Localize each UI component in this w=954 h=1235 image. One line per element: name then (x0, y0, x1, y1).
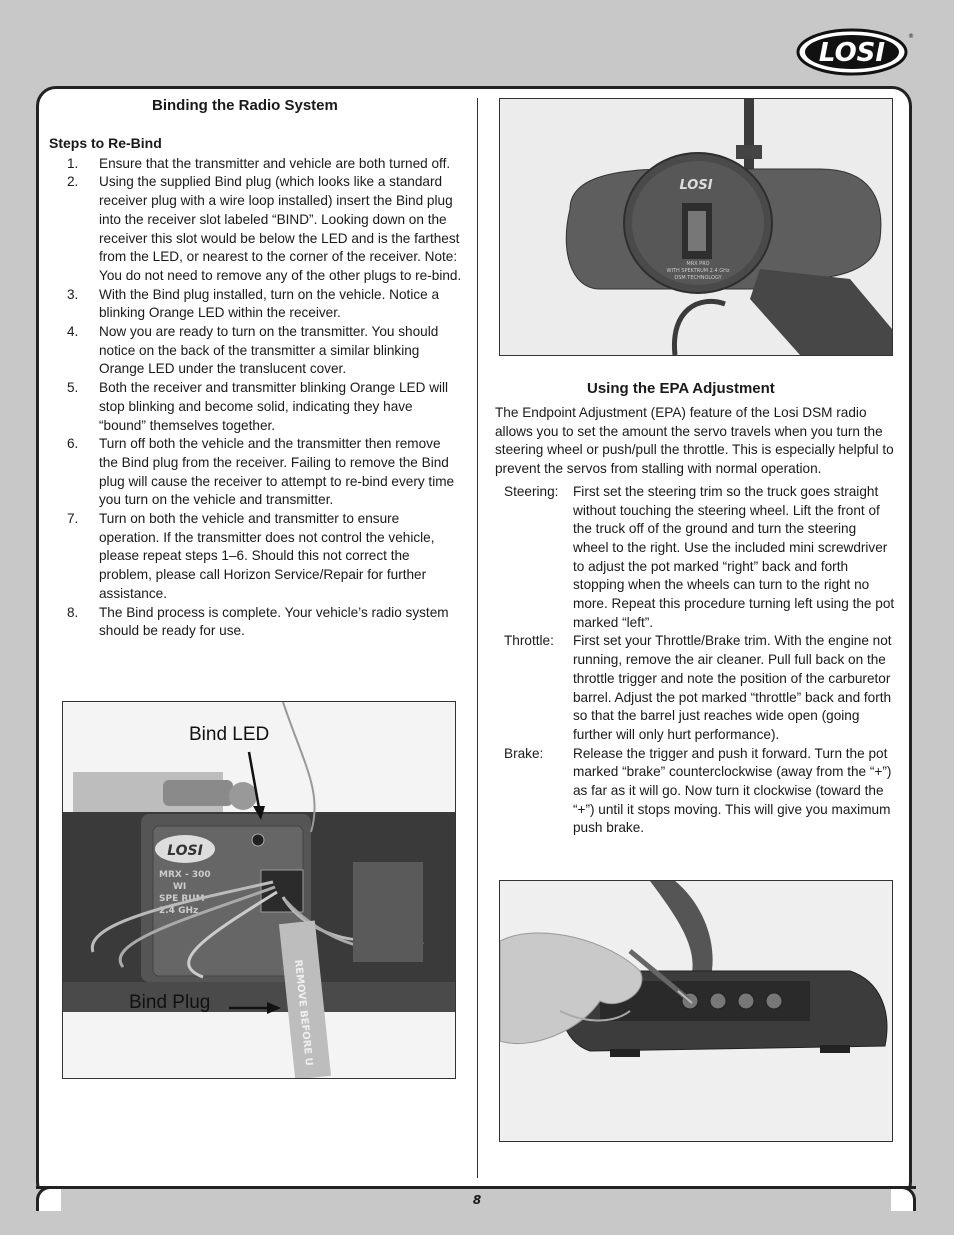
svg-text:MRX PRO: MRX PRO (686, 261, 710, 267)
column-divider (477, 98, 478, 1178)
transmitter-photo (499, 98, 893, 356)
losi-logo (796, 26, 914, 78)
receiver-photo (62, 701, 456, 1079)
steps-title: Steps to Re-Bind (49, 135, 162, 151)
logo-text: LOSI (818, 38, 886, 68)
binding-title: Binding the Radio System (152, 97, 338, 114)
bind-led-callout: Bind LED (189, 724, 270, 745)
bind-plug-callout: Bind Plug (129, 992, 211, 1013)
epa-adjustment-photo (499, 880, 893, 1142)
step-item: 7. Turn on both the vehicle and transmitter to ensure operation. If the transmitter does not control the vehicle, please repeat steps 1–6. Should this not correct the problem, please call Horizon Service/Repair for further assistance. (67, 511, 435, 601)
epa-intro: The Endpoint Adjustment (EPA) feature of the Losi DSM radio allows you to set the amount the servo travels when you turn the steering wheel or push/pull the throttle. This is especially helpful to prevent the servos from stalling with normal operation. (495, 405, 894, 477)
epa-item-brake: Brake: Release the trigger and push it forward. Turn the pot marked “brake” counterclockwise (away from the “+”) as far as it will go. Now turn it clockwise (toward the “+”) until it stops moving. This will give you maximum push brake. (504, 745, 892, 836)
epa-section (495, 404, 895, 838)
epa-item-throttle: Throttle: First set your Throttle/Brake trim. With the engine not running, remove the air cleaner. Pull full back on the throttle trigger and note the position of the carburetor barrel. Adjust the pot marked “throttle” back and forth so that the barrel just reaches wide open (going further will only hurt performance). (504, 633, 892, 742)
svg-text:WI: WI (173, 882, 187, 892)
svg-text:2.4 GHz: 2.4 GHz (159, 906, 199, 916)
step-item: 6. Turn off both the vehicle and the transmitter then remove the Bind plug from the receiver. Failing to remove the Bind plug will cause the receiver to attempt to re-bind every time you turn on the vehicle and transmitter. (67, 436, 455, 508)
step-item: 2. Using the supplied Bind plug (which looks like a standard receiver plug with a wire loop installed) insert the Bind plug into the receiver slot labeled “BIND”. Looking down on the receiver this slot would be below the LED and is the farthest from the LED, or nearest to the corner of the receiver. Note: You do not need to remove any of the other plugs to re-bind. (67, 174, 462, 283)
step-item: 3. With the Bind plug installed, turn on the vehicle. Notice a blinking Orange LED within the receiver. (67, 286, 440, 321)
svg-text:WITH SPEKTRUM 2.4 GHz: WITH SPEKTRUM 2.4 GHz (666, 268, 730, 274)
epa-item-steering: Steering: First set the steering trim so the truck goes straight without touching the steering wheel. Lift the front of the truck off of the ground and turn the steering wheel to the right. Use the included mini screwdriver to adjust the pot marked “right” back and forth stopping when the wheels can turn to the right no more. Repeat this procedure turning left using the pot marked “left”. (504, 483, 895, 630)
svg-text:SPE RUM: SPE RUM (159, 894, 205, 904)
page-number: 8 (472, 1193, 482, 1207)
rebind-section (49, 134, 463, 641)
step-item: 1. Ensure that the transmitter and vehicle are both turned off. (67, 155, 451, 171)
step-item: 5. Both the receiver and transmitter blinking Orange LED will stop blinking and become solid, indicating they have “bound” themselves together. (67, 380, 449, 433)
step-item: 4. Now you are ready to turn on the transmitter. You should notice on the back of the transmitter a similar blinking Orange LED under the translucent cover. (67, 324, 439, 377)
svg-text:MRX - 300: MRX - 300 (159, 870, 211, 880)
remove-tag-text: REMOVE BEFORE U (292, 959, 315, 1067)
receiver-brand: LOSI (167, 843, 203, 859)
step-item: 8. The Bind process is complete. Your vehicle’s radio system should be ready for use. (67, 604, 449, 639)
svg-text:DSM TECHNOLOGY: DSM TECHNOLOGY (674, 275, 722, 281)
svg-text:®: ® (908, 33, 914, 40)
transmitter-brand: LOSI (679, 178, 713, 193)
epa-title: Using the EPA Adjustment (587, 380, 775, 397)
rebind-steps (49, 155, 463, 641)
